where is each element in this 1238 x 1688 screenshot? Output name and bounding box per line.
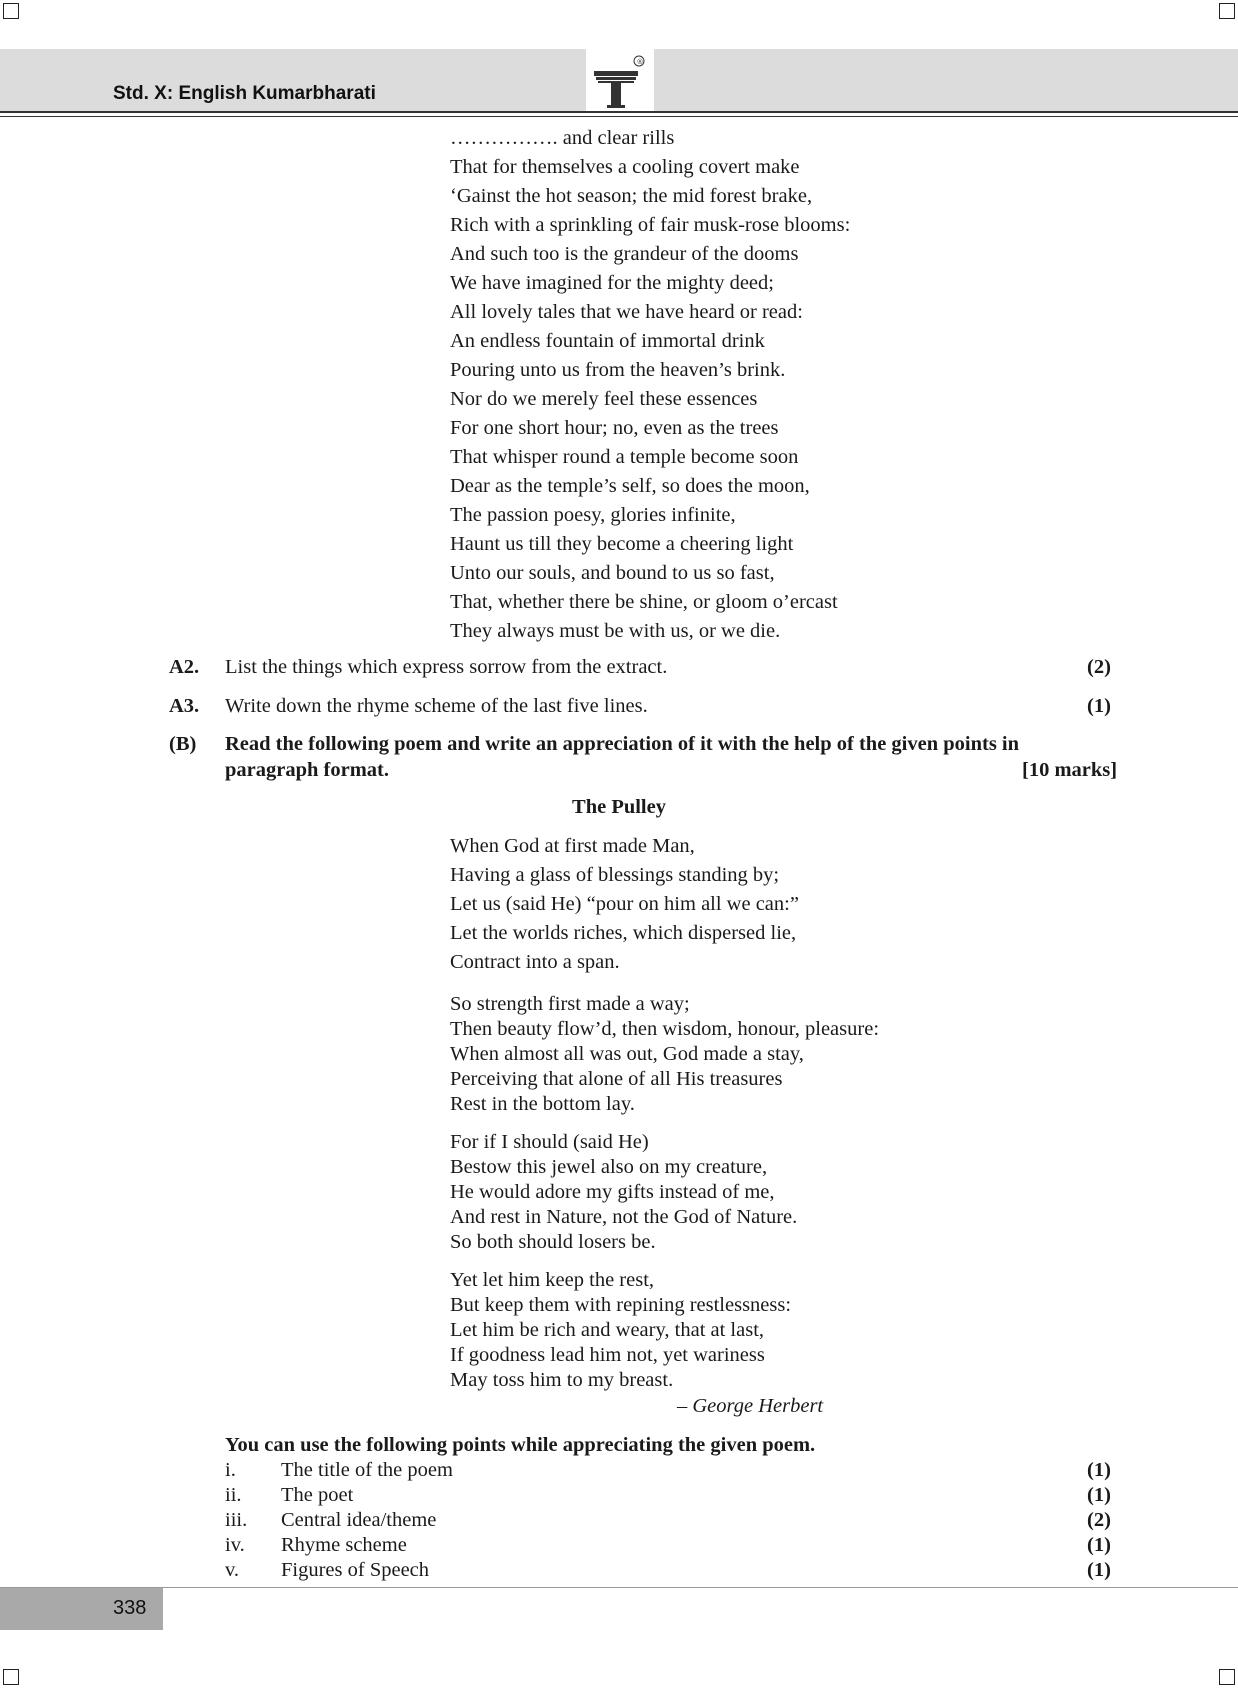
poem-line: All lovely tales that we have heard or read: — [450, 301, 803, 323]
point-number: iii. — [225, 1509, 248, 1531]
crop-mark — [3, 3, 19, 19]
crop-mark — [1219, 1669, 1235, 1685]
extract-poem — [450, 124, 850, 646]
poem-line: Perceiving that alone of all His treasures — [450, 1068, 783, 1090]
poem-attribution: – George Herbert — [677, 1395, 824, 1417]
points-heading: You can use the following points while appreciating the given poem. — [225, 1434, 816, 1456]
poem-line: ……………. and clear rills — [450, 127, 675, 149]
poem-line: They always must be with us, or we die. — [450, 620, 781, 642]
poem-line: When God at first made Man, — [450, 835, 695, 857]
poem-line: When almost all was out, God made a stay, — [450, 1043, 804, 1065]
poem-line: Dear as the temple’s self, so does the moon, — [450, 475, 810, 497]
poem-stanza — [450, 1130, 797, 1255]
point-marks: (1) — [1087, 1559, 1111, 1581]
poem-line: Rest in the bottom lay. — [450, 1093, 635, 1115]
poem-title: The Pulley — [572, 796, 666, 818]
poem-line: Having a glass of blessings standing by; — [450, 864, 780, 886]
section-instruction: paragraph format. — [225, 759, 389, 781]
poem-line: ‘Gainst the hot season; the mid forest brake, — [450, 185, 813, 207]
question-text: List the things which express sorrow from the extract. — [225, 656, 668, 678]
poem-line: Let us (said He) “pour on him all we can:” — [450, 893, 799, 915]
header-title: Std. X: English Kumarbharati — [113, 83, 376, 104]
point-text: The title of the poem — [281, 1459, 453, 1481]
poem-stanza — [450, 1268, 791, 1393]
poem-line: Unto our souls, and bound to us so fast, — [450, 562, 775, 584]
poem-line: Let the worlds riches, which dispersed lie, — [450, 922, 797, 944]
point-marks: (1) — [1087, 1484, 1111, 1506]
question-text: Write down the rhyme scheme of the last five lines. — [225, 695, 648, 717]
section-label: (B) — [169, 733, 197, 755]
poem-line: He would adore my gifts instead of me, — [450, 1181, 775, 1203]
footer-rule — [0, 1587, 1238, 1588]
poem-line: Contract into a span. — [450, 951, 620, 973]
poem-line: Pouring unto us from the heaven’s brink. — [450, 359, 786, 381]
poem-line: Bestow this jewel also on my creature, — [450, 1156, 768, 1178]
point-marks: (2) — [1087, 1509, 1111, 1531]
point-number: i. — [225, 1459, 236, 1481]
point-text: Figures of Speech — [281, 1559, 430, 1581]
poem-line: May toss him to my breast. — [450, 1369, 674, 1391]
section-marks: [10 marks] — [1022, 759, 1118, 781]
poem-line: Let him be rich and weary, that at last, — [450, 1319, 765, 1341]
poem-stanza — [450, 992, 879, 1117]
poem-line: But keep them with repining restlessness: — [450, 1294, 792, 1316]
section-instruction: Read the following poem and write an appreciation of it with the help of the given points in — [225, 733, 1020, 755]
header-rule — [0, 116, 1238, 117]
point-text: Rhyme scheme — [281, 1534, 407, 1556]
poem-line: If goodness lead him not, yet wariness — [450, 1344, 765, 1366]
point-number: ii. — [225, 1484, 242, 1506]
poem-line: We have imagined for the mighty deed; — [450, 272, 774, 294]
poem-stanza — [450, 832, 799, 977]
poem-line: Haunt us till they become a cheering light — [450, 533, 794, 555]
poem-line: So strength first made a way; — [450, 993, 690, 1015]
poem-line: For one short hour; no, even as the trees — [450, 417, 779, 439]
poem-line: Then beauty flow’d, then wisdom, honour, pleasure: — [450, 1018, 880, 1040]
page-number: 338 — [113, 1597, 147, 1619]
poem-line: That whisper round a temple become soon — [450, 446, 799, 468]
poem-line: An endless fountain of immortal drink — [450, 330, 765, 352]
point-text: Central idea/theme — [281, 1509, 437, 1531]
point-marks: (1) — [1087, 1459, 1111, 1481]
poem-line: Nor do we merely feel these essences — [450, 388, 758, 410]
pillar-logo-icon — [586, 49, 654, 111]
question-marks: (2) — [1087, 656, 1111, 678]
point-text: The poet — [281, 1484, 354, 1506]
poem-line: That, whether there be shine, or gloom o’ercast — [450, 591, 838, 613]
question-number: A2. — [169, 656, 200, 678]
header-rule — [0, 111, 1238, 113]
poem-line: For if I should (said He) — [450, 1131, 649, 1153]
publisher-logo — [586, 49, 654, 111]
svg-text:®: ® — [636, 58, 644, 66]
poem-line: And rest in Nature, not the God of Nature. — [450, 1206, 798, 1228]
poem-line: That for themselves a cooling covert make — [450, 156, 800, 178]
point-number: iv. — [225, 1534, 245, 1556]
question-number: A3. — [169, 695, 200, 717]
poem-line: The passion poesy, glories infinite, — [450, 504, 736, 526]
poem-line: So both should losers be. — [450, 1231, 656, 1253]
crop-mark — [1219, 3, 1235, 19]
point-number: v. — [225, 1559, 240, 1581]
poem-line: And such too is the grandeur of the dooms — [450, 243, 799, 265]
poem-line: Yet let him keep the rest, — [450, 1269, 655, 1291]
question-marks: (1) — [1087, 695, 1111, 717]
poem-line: Rich with a sprinkling of fair musk-rose blooms: — [450, 214, 851, 236]
crop-mark — [3, 1669, 19, 1685]
point-marks: (1) — [1087, 1534, 1111, 1556]
